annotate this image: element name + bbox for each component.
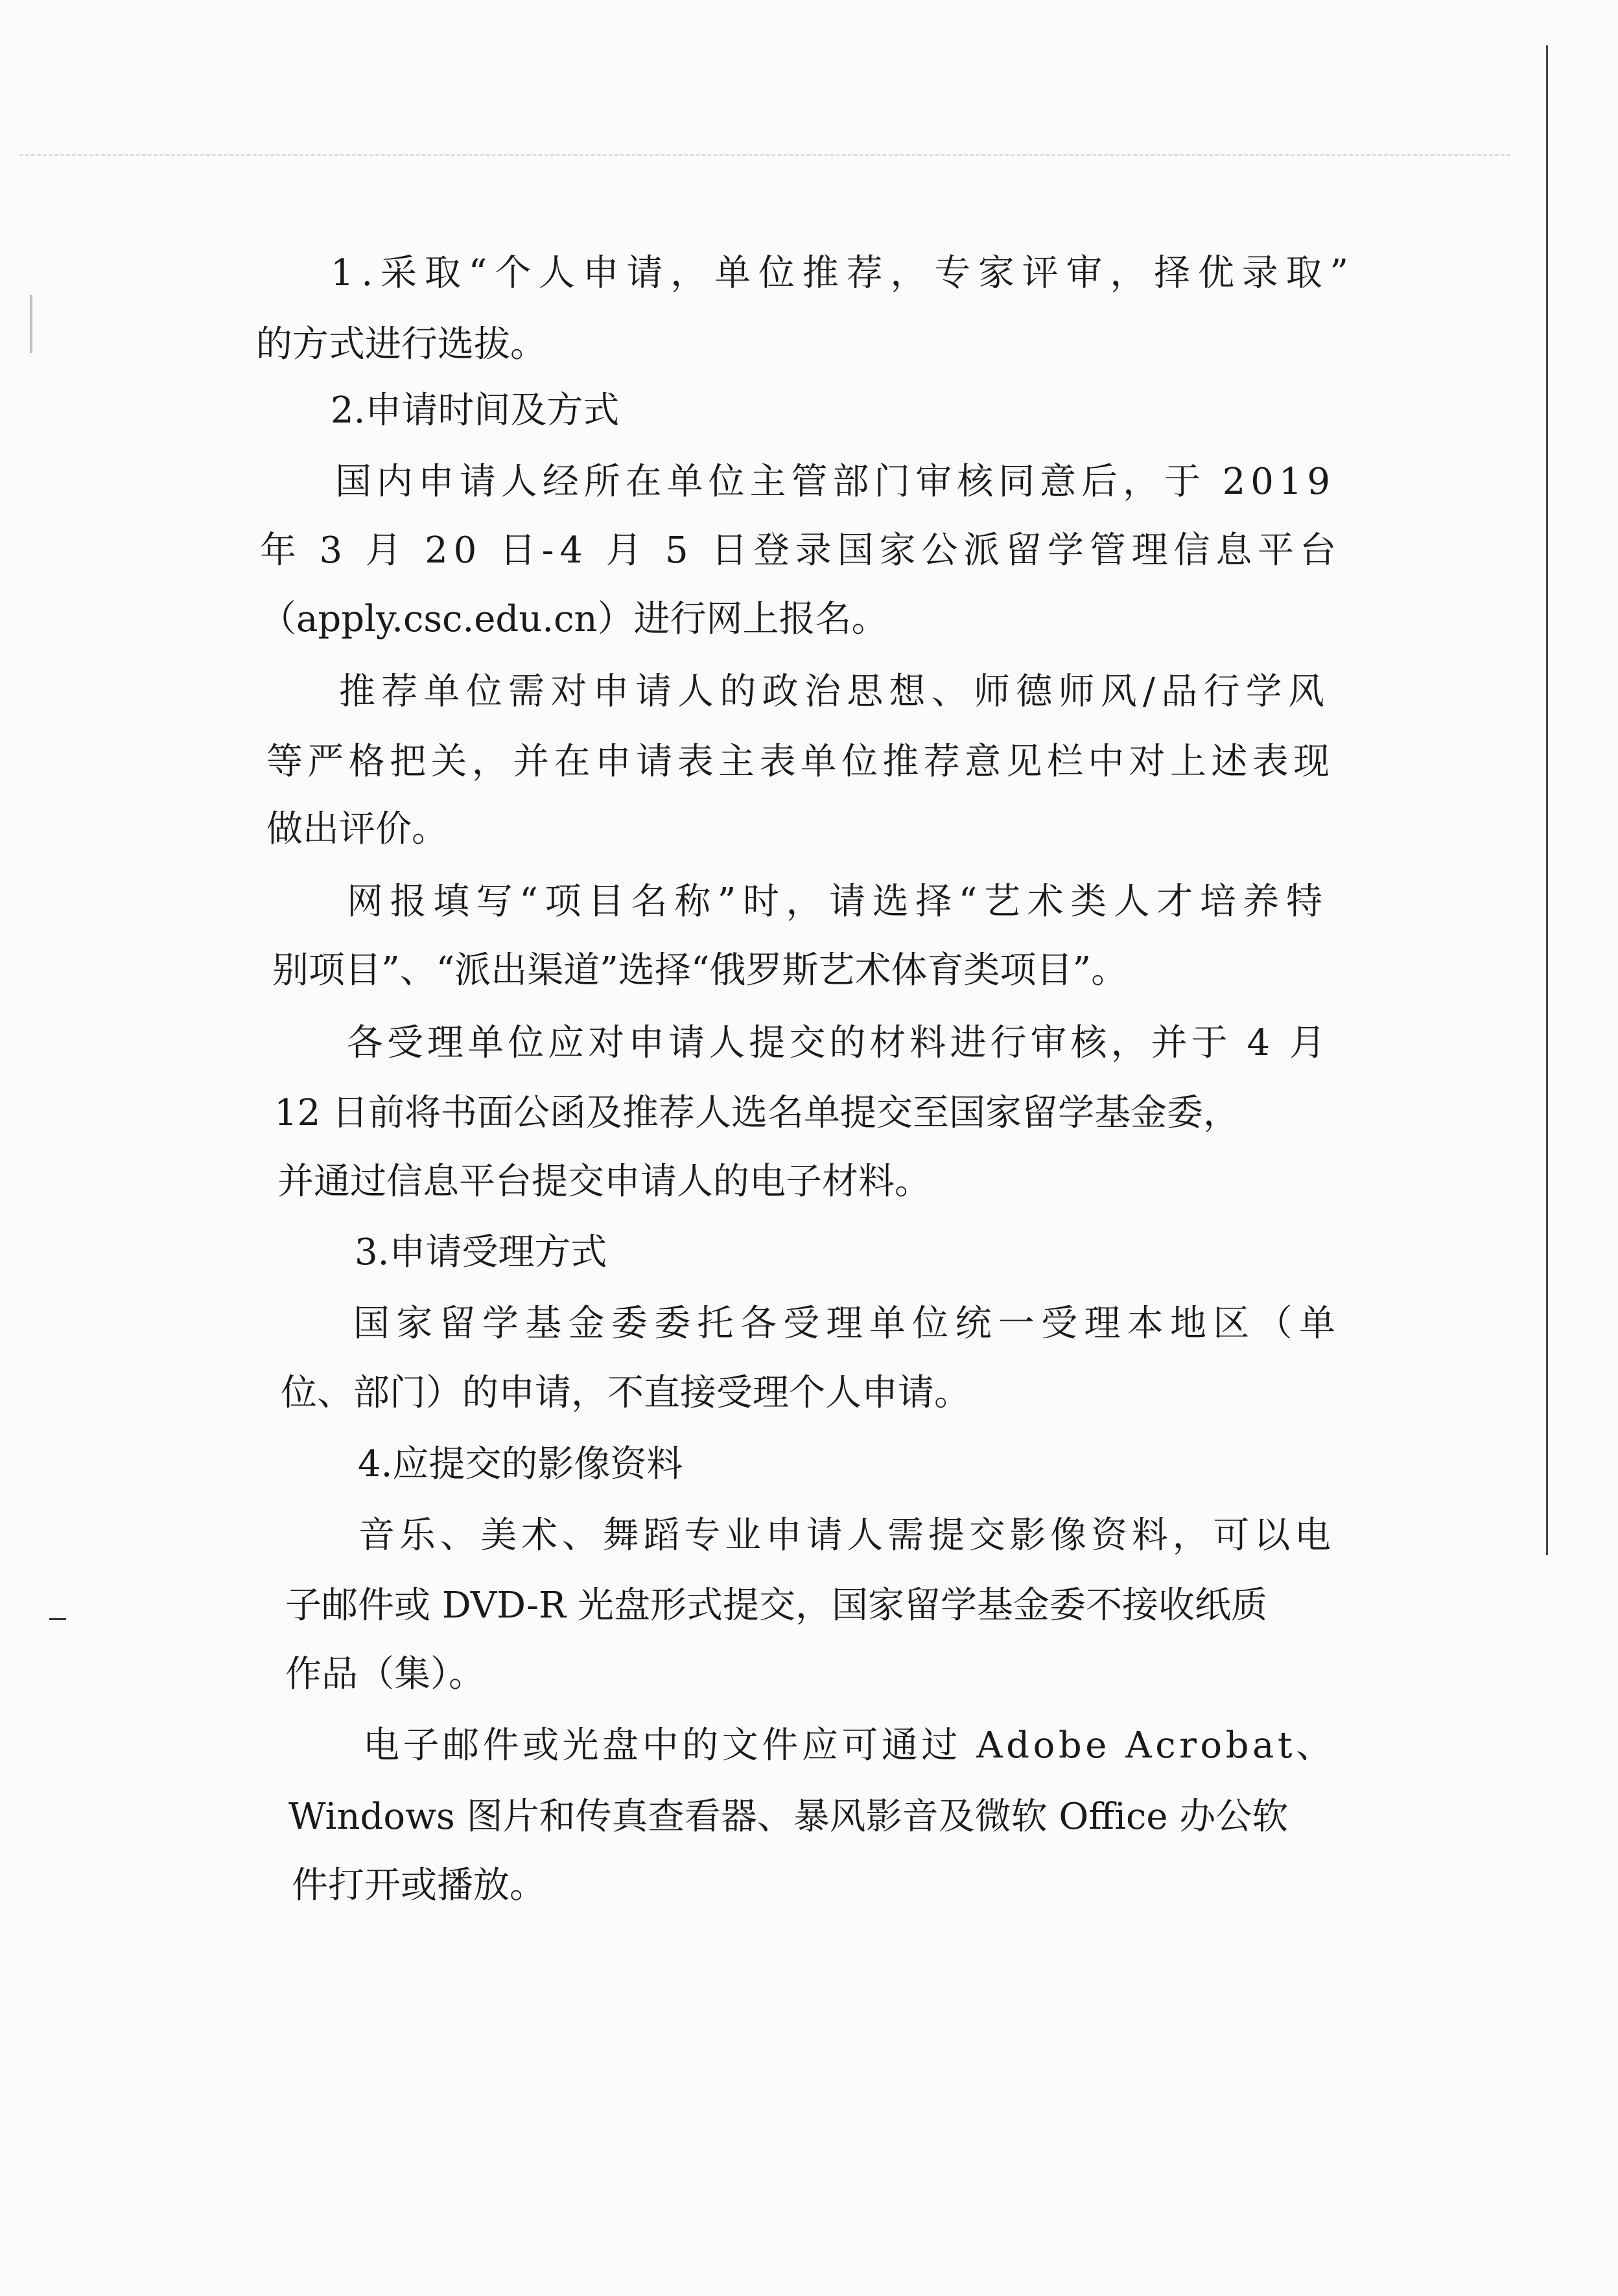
paragraph-line: 等严格把关，并在申请表主表单位推荐意见栏中对上述表现: [266, 741, 1335, 783]
paragraph-line: Windows 图片和传真查看器、暴风影音及微软 Office 办公软: [288, 1796, 1289, 1838]
scan-artifact-edge: [1546, 45, 1548, 1555]
paragraph-line: 的方式进行选拔。: [256, 323, 546, 365]
section-heading: 2.申请时间及方式: [331, 389, 620, 432]
paragraph-line: 推荐单位需对申请人的政治思想、师德师风/品行学风: [339, 671, 1331, 713]
paragraph-line: （apply.csc.edu.cn）进行网上报名。: [260, 598, 888, 640]
paragraph-line: 作品（集）。: [285, 1653, 485, 1695]
paragraph-line: 音乐、美术、舞蹈专业申请人需提交影像资料，可以电: [358, 1514, 1335, 1557]
paragraph-line: 年 3 月 20 日-4 月 5 日登录国家公派留学管理信息平台: [260, 529, 1342, 572]
paragraph-line: 各受理单位应对申请人提交的材料进行审核，并于 4 月: [347, 1022, 1330, 1064]
paragraph-line: 网报填写“项目名称”时，请选择“艺术类人才培养特: [347, 881, 1330, 923]
section-heading: 3.申请受理方式: [355, 1231, 607, 1273]
scan-artifact-mark: [49, 1618, 66, 1620]
paragraph-line: 别项目”、“派出渠道”选择“俄罗斯艺术体育类项目”。: [272, 949, 1128, 991]
paragraph-line: 电子邮件或光盘中的文件应可通过 Adobe Acrobat、: [363, 1724, 1336, 1767]
scan-artifact-mark: [30, 295, 32, 353]
section-heading: 4.应提交的影像资料: [358, 1443, 683, 1485]
list-heading-1: 1.采取“个人申请，单位推荐，专家评审，择优录取”: [331, 252, 1356, 294]
paragraph-line: 并通过信息平台提交申请人的电子材料。: [277, 1161, 931, 1203]
paragraph-line: 12 日前将书面公函及推荐人选名单提交至国家留学基金委，: [274, 1092, 1240, 1134]
paragraph-line: 国家留学基金委委托各受理单位统一受理本地区（单: [353, 1303, 1342, 1345]
paragraph-line: 位、部门）的申请，不直接受理个人申请。: [281, 1372, 970, 1414]
paragraph-line: 件打开或播放。: [292, 1864, 546, 1907]
paragraph-line: 做出评价。: [266, 808, 448, 850]
paragraph-line: 子邮件或 DVD-R 光盘形式提交，国家留学基金委不接收纸质: [285, 1584, 1267, 1627]
scan-artifact-line: [19, 154, 1510, 156]
paragraph-line: 国内申请人经所在单位主管部门审核同意后，于 2019: [335, 461, 1335, 503]
